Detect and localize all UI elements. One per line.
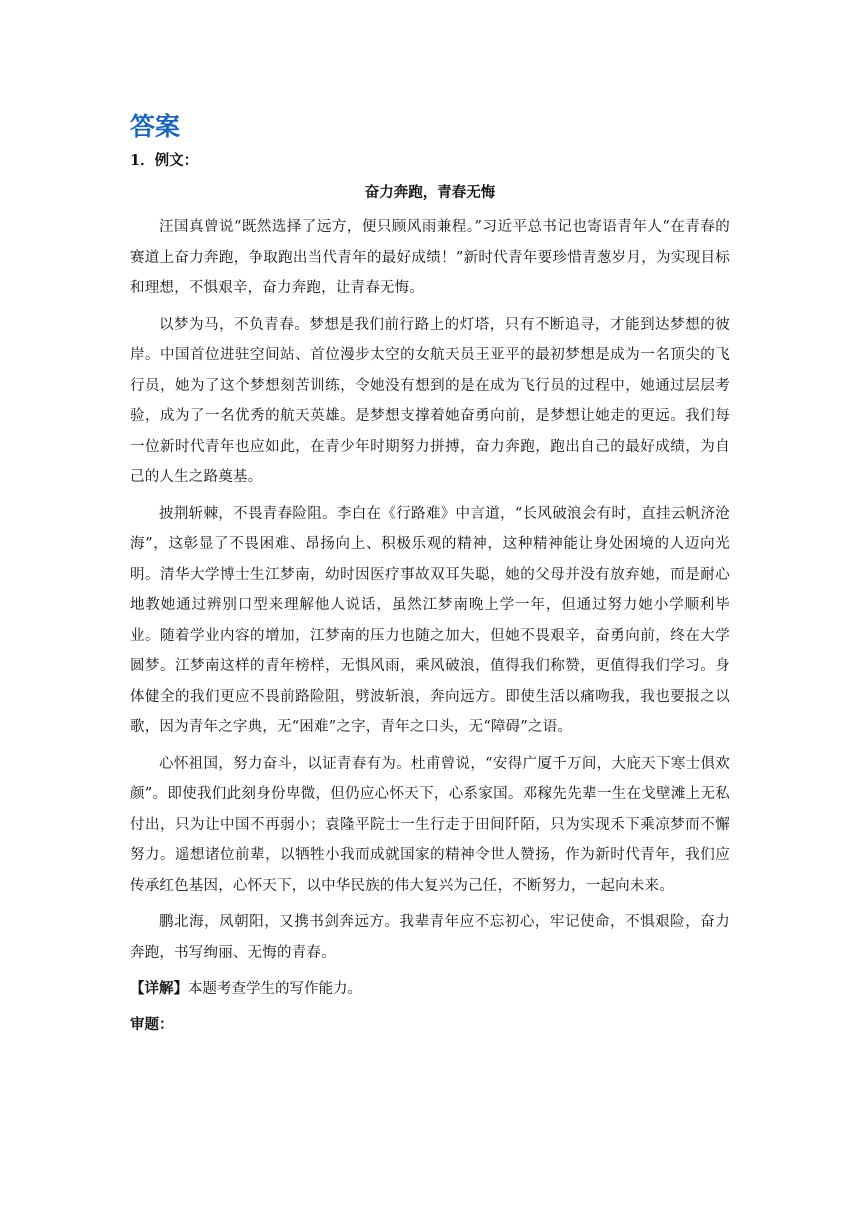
essay-paragraph: 披荆斩棘，不畏青春险阻。李白在《行路难》中言道，“长风破浪会有时，直挂云帆济沧海”，这彰显了不畏困难、昂扬向上、积极乐观的精神，这种精神能让身处困境的人迈向光明。清华大学博士生江梦南，幼时因医疗事故双耳失聪，她的父母并没有放弃她，而是耐心地教她通过辨别口型来理解他人说话，虽然江梦南晚上学一年，但通过努力她小学顺利毕业。随着学业内容的增加，江梦南的压力也随之加大，但她不畏艰辛，奋勇向前，终在大学圆梦。江梦南这样的青年榜样，无惧风雨，乘风破浪，值得我们称赞，更值得我们学习。身体健全的我们更应不畏前路险阻，劈波斩浪，奔向远方。即使生活以痛吻我，我也要报之以歌，因为青年之字典，无“困难”之字，青年之口头，无“障碍”之语。 bbox=[130, 505, 730, 735]
essay-paragraph: 以梦为马，不负青春。梦想是我们前行路上的灯塔，只有不断追寻，才能到达梦想的彼岸。中国首位进驻空间站、首位漫步太空的女航天员王亚平的最初梦想是成为一名顶尖的飞行员，她为了这个梦想刻苦训练，令她没有想到的是在成为飞行员的过程中，她通过层层考验，成为了一名优秀的航天英雄。是梦想支撑着她奋勇向前，是梦想让她走的更远。我们每一位新时代青年也应如此，在青少年时期努力拼搏，奋力奔跑，跑出自己的最好成绩，为自己的人生之路奠基。 bbox=[130, 316, 730, 485]
detail-label: 【详解】 bbox=[130, 980, 188, 997]
essay-paragraph: 汪国真曾说“既然选择了远方，便只顾风雨兼程。”习近平总书记也寄语青年人“在青春的赛道上奋力奔跑，争取跑出当代青年的最好成绩！”新时代青年要珍惜青葱岁月，为实现目标和理想，不惧艰辛，奋力奔跑，让青春无悔。 bbox=[130, 219, 730, 296]
section-label: 审题： bbox=[130, 1016, 174, 1033]
detail-line bbox=[130, 974, 730, 1004]
answer-page bbox=[130, 110, 730, 1040]
essay-paragraph: 心怀祖国，努力奋斗，以证青春有为。杜甫曾说，“安得广厦千万间，大庇天下寒士俱欢颜”。即使我们此刻身份卑微，但仍应心怀天下，心系家国。邓稼先先辈一生在戈壁滩上无私付出，只为让中国不再弱小；袁隆平院士一生行走于田间阡陌，只为实现禾下乘凉梦而不懈努力。遥想诸位前辈，以牺牲小我而成就国家的精神令世人赞扬，作为新时代青年，我们应传承红色基因，心怀天下，以中华民族的伟大复兴为己任，不断努力，一起向未来。 bbox=[130, 755, 730, 894]
essay-title: 奋力奔跑，青春无悔 bbox=[364, 184, 496, 201]
question-label: 1．例文： bbox=[130, 152, 199, 169]
essay-paragraph: 鹏北海，凤朝阳，又携书剑奔远方。我辈青年应不忘初心，牢记使命，不惧艰险，奋力奔跑，书写绚丽、无悔的青春。 bbox=[130, 914, 730, 961]
answer-heading: 答案 bbox=[130, 112, 181, 141]
detail-text: 本题考查学生的写作能力。 bbox=[188, 981, 362, 997]
